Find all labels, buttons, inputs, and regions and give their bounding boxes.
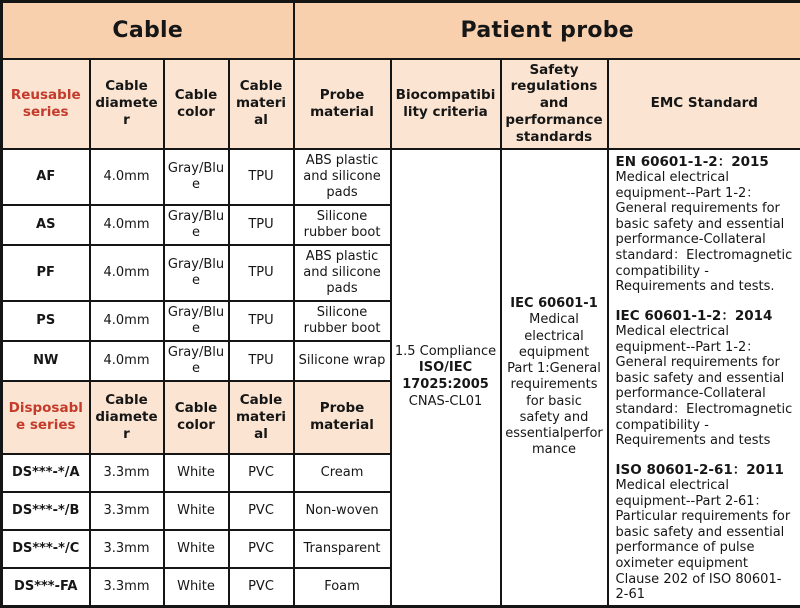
col-header-biocompatibility: Biocompatibility criteria	[391, 59, 501, 149]
diameter-cell: 3.3mm	[90, 568, 164, 606]
probe-material-cell: Silicone wrap	[294, 341, 391, 381]
color-cell: White	[164, 568, 229, 606]
series-cell: PF	[2, 245, 90, 301]
diameter-cell: 3.3mm	[90, 530, 164, 568]
probe-material-cell: Silicone rubber boot	[294, 301, 391, 341]
col-header-cable-material: Cable material	[229, 381, 294, 454]
series-cell: NW	[2, 341, 90, 381]
color-cell: White	[164, 530, 229, 568]
col-header-cable-color: Cable color	[164, 381, 229, 454]
probe-material-cell: Foam	[294, 568, 391, 606]
color-cell: Gray/Blue	[164, 205, 229, 245]
probe-material-cell: Non-woven	[294, 492, 391, 530]
color-cell: Gray/Blue	[164, 245, 229, 301]
material-cell: PVC	[229, 454, 294, 492]
color-cell: Gray/Blue	[164, 149, 229, 205]
series-cell: DS***-FA	[2, 568, 90, 606]
diameter-cell: 3.3mm	[90, 454, 164, 492]
probe-material-cell: Silicone rubber boot	[294, 205, 391, 245]
emc-section-title: ISO 80601-2-61：2011	[616, 462, 795, 478]
diameter-cell: 4.0mm	[90, 341, 164, 381]
column-header-row	[2, 59, 800, 149]
probe-material-cell: Cream	[294, 454, 391, 492]
safety-line-2: Part 1:General requirements for basic safety and essentialperformance	[505, 361, 604, 459]
diameter-cell: 4.0mm	[90, 205, 164, 245]
emc-section-body: Medical electrical equipment--Part 2-61：Particular requirements for basic safety and essential performance of pulse oximeter equipment Clause 202 of ISO 80601-2-61	[616, 478, 795, 603]
material-cell: TPU	[229, 149, 294, 205]
emc-section-iso80601	[616, 462, 795, 603]
col-header-probe-material: Probe material	[294, 59, 391, 149]
series-cell: AS	[2, 205, 90, 245]
probe-material-cell: ABS plastic and silicone pads	[294, 149, 391, 205]
table-row-af	[2, 149, 800, 205]
emc-section-title: EN 60601-1-2：2015	[616, 154, 795, 170]
biocompat-line-4: CNAS-CL01	[395, 394, 497, 411]
col-header-disposable-series: Disposable series	[2, 381, 90, 454]
probe-material-cell: Transparent	[294, 530, 391, 568]
section-header-row	[2, 2, 800, 59]
safety-regulations-cell	[501, 149, 608, 606]
color-cell: Gray/Blue	[164, 341, 229, 381]
col-header-reusable-series: Reusable series	[2, 59, 90, 149]
diameter-cell: 3.3mm	[90, 492, 164, 530]
material-cell: PVC	[229, 568, 294, 606]
section-header-cable: Cable	[2, 2, 294, 59]
biocompat-line-1: 1.5 Compliance	[395, 344, 497, 361]
series-cell: DS***-*/A	[2, 454, 90, 492]
emc-section-title: IEC 60601-1-2：2014	[616, 308, 795, 324]
biocompatibility-criteria-cell	[391, 149, 501, 606]
series-cell: DS***-*/C	[2, 530, 90, 568]
probe-material-cell: ABS plastic and silicone pads	[294, 245, 391, 301]
col-header-cable-material: Cable material	[229, 59, 294, 149]
biocompat-line-3: 17025:2005	[395, 377, 497, 394]
series-cell: DS***-*/B	[2, 492, 90, 530]
emc-section-body: Medical electrical equipment--Part 1-2：General requirements for basic safety and essential performance-Collateral standard：Electromagnetic compatibility - Requirements and tests	[616, 324, 795, 449]
safety-title: IEC 60601-1	[505, 296, 604, 312]
diameter-cell: 4.0mm	[90, 245, 164, 301]
material-cell: TPU	[229, 245, 294, 301]
col-header-safety-regulations: Safety regulations and performance standards	[501, 59, 608, 149]
material-cell: TPU	[229, 341, 294, 381]
safety-line-1: Medical electrical equipment	[505, 312, 604, 361]
section-header-patient-probe: Patient probe	[294, 2, 800, 59]
material-cell: TPU	[229, 301, 294, 341]
emc-section-body: Medical electrical equipment--Part 1-2：General requirements for basic safety and essential performance-Collateral standard：Electromagnetic compatibility - Requirements and tests.	[616, 170, 795, 295]
material-cell: PVC	[229, 530, 294, 568]
series-cell: PS	[2, 301, 90, 341]
emc-standard-cell	[608, 149, 800, 606]
diameter-cell: 4.0mm	[90, 301, 164, 341]
biocompat-line-2: ISO/IEC	[395, 360, 497, 377]
col-header-probe-material: Probe material	[294, 381, 391, 454]
color-cell: White	[164, 454, 229, 492]
series-cell: AF	[2, 149, 90, 205]
color-cell: Gray/Blue	[164, 301, 229, 341]
color-cell: White	[164, 492, 229, 530]
material-cell: TPU	[229, 205, 294, 245]
emc-section-iec60601	[616, 308, 795, 449]
emc-section-en60601	[616, 154, 795, 295]
col-header-cable-diameter: Cable diameter	[90, 381, 164, 454]
col-header-cable-diameter: Cable diameter	[90, 59, 164, 149]
col-header-emc-standard: EMC Standard	[608, 59, 800, 149]
material-cell: PVC	[229, 492, 294, 530]
col-header-cable-color: Cable color	[164, 59, 229, 149]
diameter-cell: 4.0mm	[90, 149, 164, 205]
